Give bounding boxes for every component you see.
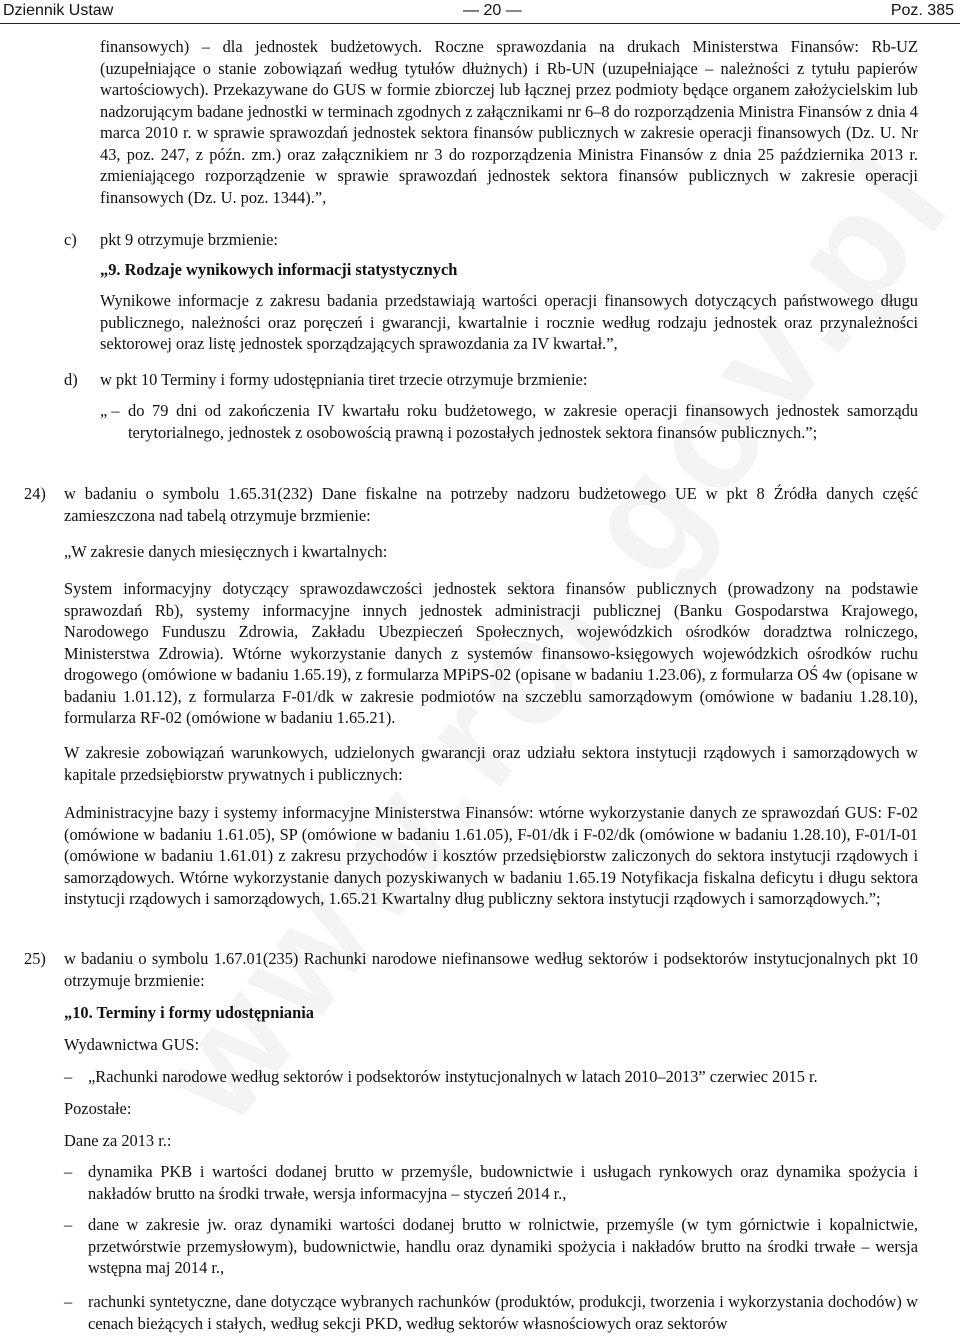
paragraph-continuation: finansowych) – dla jednostek budżetowych. Roczne sprawozdania na drukach Ministerstwa Finansów: Rb-UZ (uzupełniające o stanie zobowiązań według tytułów dłużnych) i Rb-UN (uzupełniające – należności z tytułu papierów wartościowych). Przekazywane do GUS w formie zbiorczej lub łącznej przez podmioty będące organem założycielskim lub nadzorującym badane jednostki w terminach zgodnych z załącznikami nr 6–8 do rozporządzenia Ministra Finansów z dnia 4 marca 2010 r. w sprawie sprawozdań jednostek sektora finansów publicznych w zakresie operacji finansowych (Dz. U. Nr 43, poz. 247, z późn. zm.) oraz załącznikiem nr 3 do rozporządzenia Ministra Finansów z dnia 25 października 2013 r. zmieniającego rozporządzenie w sprawie sprawozdań jednostek sektora finansów publicznych w zakresie operacji finansowych (Dz. U. poz. 1344).”, [100, 37, 918, 207]
item-24-paragraph-4: Administracyjne bazy i systemy informacyjne Ministerstwa Finansów: wtórne wykorzystanie danych ze sprawozdań GUS: F-02 (omówione w badaniu 1.61.05), SP (omówione w badaniu 1.61.05), F-01/dk i F-02/dk (omówione w badaniu 1.28.10), F-01/I-01 (omówione w badaniu 1.61.01) z zakresu przychodów i kosztów przedsiębiorstw zaliczonych do sektora instytucji rządowych i samorządowych. Wtórne wykorzystanie danych pozyskiwanych w badaniu 1.65.19 Notyfikacja fiskalna deficytu i długu sektora instytucji rządowych i samorządowych, 1.65.21 Kwartalny dług publiczny sektora instytucji rządowych i samorządowych.”; [64, 803, 918, 908]
dash-bullet: – [64, 1162, 73, 1181]
dash-bullet: – [64, 1067, 73, 1086]
item-25-publications-label: Wydawnictwa GUS: [64, 1035, 200, 1054]
position-number: Poz. 385 [890, 2, 954, 19]
dash-bullet: – [64, 1215, 73, 1234]
item-25-data-item: rachunki syntetyczne, dane dotyczące wybranych rachunków (produktów, produkcji, tworzenia i wykorzystania dochodów) w cenach bieżących i stałych, według sekcji PKD, według sektorów własnościowych oraz sektorów [88, 1292, 918, 1333]
item-c-body: Wynikowe informacje z zakresu badania przedstawiają wartości operacji finansowych dotyczących państwowego długu publicznego, należności oraz poręczeń i gwarancji, kwartalnie i rocznie według rodzaju jednostek oraz przynależności sektorowej oraz listę jednostek sporządzających sprawozdania za IV kwartał.”, [100, 291, 918, 353]
item-25-data-label: Dane za 2013 r.: [64, 1131, 172, 1150]
item-25-heading: „10. Terminy i formy udostępniania [64, 1003, 314, 1022]
header-rule [0, 23, 960, 24]
dash-bullet: – [64, 1292, 73, 1311]
item-24-text: w badaniu o symbolu 1.65.31(232) Dane fiskalne na potrzeby nadzoru budżetowego UE w pkt 8 Źródła danych część zamieszczona nad tabelą otrzymuje brzmienie: [64, 484, 918, 525]
item-24-paragraph-3: W zakresie zobowiązań warunkowych, udzielonych gwarancji oraz udziału sektora instytucji rządowych i samorządowych w kapitale przedsiębiorstw prywatnych i publicznych: [64, 743, 918, 784]
item-c-text: pkt 9 otrzymuje brzmienie: [100, 230, 278, 249]
item-24-number: 24) [24, 484, 46, 503]
item-25-publication-item: „Rachunki narodowe według sektorów i podsektorów instytucjonalnych w latach 2010–2013” czerwiec 2015 r. [88, 1067, 818, 1086]
item-d-text: w pkt 10 Terminy i formy udostępniania tiret trzecie otrzymuje brzmienie: [100, 370, 588, 389]
item-24-paragraph-2: System informacyjny dotyczący sprawozdawczości jednostek sektora finansów publicznych (prowadzony na podstawie sprawozdań Rb), systemy informacyjne innych jednostek administracji publicznej (Banku Gospodarstwa Krajowego, Narodowego Funduszu Zdrowia, Zakładu Ubezpieczeń Społecznych, wojewódzkich ośrodków doradztwa rolniczego, Ministerstwa Zdrowia). Wtórne wykorzystanie danych z systemów finansowo-księgowych wojewódzkich ośrodków ruchu drogowego (omówione w badaniu 1.65.19), z formularza MPiPS-02 (opisane w badaniu 1.23.06), z formularza OŚ 4w (opisane w badaniu 1.01.12), z formularza F-01/dk w zakresie podmiotów na szczeblu samorządowym (omówione w badaniu 1.28.10), formularza RF-02 (omówione w badaniu 1.65.21). [64, 579, 918, 727]
page-number: — 20 — [463, 2, 522, 19]
journal-title: Dziennik Ustaw [3, 2, 114, 19]
item-25-data-item: dane w zakresie jw. oraz dynamiki wartości dodanej brutto w rolnictwie, przemyśle (w tym górnictwie i kopalnictwie, przetwórstwie przemysłowym), budownictwie, handlu oraz dynamiki spożycia i nakładów brutto na środki trwałe – wersja wstępna maj 2014 r., [88, 1215, 918, 1277]
item-d-number: d) [64, 370, 78, 389]
item-25-other-label: Pozostałe: [64, 1099, 132, 1118]
item-d-body: do 79 dni od zakończenia IV kwartału roku budżetowego, w zakresie operacji finansowych jednostek samorządu terytorialnego, jednostek z osobowością prawną i pozostałych jednostek sektora finansów publicznych.”; [128, 401, 918, 442]
item-25-text: w badaniu o symbolu 1.67.01(235) Rachunki narodowe niefinansowe według sektorów i podsektorów instytucjonalnych pkt 10 otrzymuje brzmienie: [64, 949, 918, 990]
page-header [0, 0, 960, 22]
item-c-heading: „9. Rodzaje wynikowych informacji statystycznych [100, 260, 458, 279]
item-24-paragraph-1: „W zakresie danych miesięcznych i kwartalnych: [64, 542, 388, 561]
item-25-data-item: dynamika PKB i wartości dodanej brutto w przemyśle, budownictwie i usługach rynkowych oraz dynamika spożycia i nakładów brutto na środki trwałe, wersja informacyjna – styczeń 2014 r., [88, 1162, 918, 1203]
item-d-quote-dash: „ – [100, 401, 120, 420]
item-25-number: 25) [24, 949, 46, 968]
item-c-number: c) [64, 230, 77, 249]
